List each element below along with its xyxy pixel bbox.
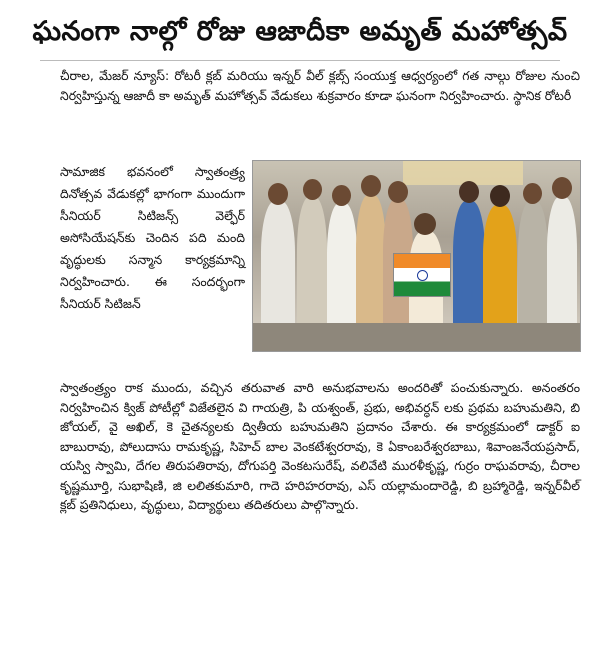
photo-head	[332, 185, 351, 206]
column-text: సామాజిక భవనంలో స్వాతంత్ర్య దినోత్సవ వేడుకల్లో భాగంగా ముందుగా సీనియర్ సిటిజన్స్ వెల్ఫేర్ అసోసియేషన్‌కు చెందిన పది మంది వృద్ధులకు సన్మాన కార్యక్రమాన్ని నిర్వహించారు. ఈ సందర్భంగా సీనియర్ సిటిజన్	[60, 164, 245, 311]
photo-person	[518, 201, 548, 329]
photo-head	[523, 183, 542, 204]
photo-head	[361, 175, 381, 197]
photo-person	[356, 195, 386, 329]
body-paragraph	[60, 378, 580, 515]
photo-head	[268, 183, 288, 205]
national-flag	[393, 253, 451, 297]
photo-head	[459, 181, 479, 203]
headline-divider	[40, 60, 560, 61]
photo-head	[490, 185, 510, 207]
photo-head	[414, 213, 436, 235]
photo-person	[297, 197, 327, 329]
left-column	[60, 161, 245, 315]
photo-person	[547, 197, 577, 329]
photo-person	[261, 201, 295, 329]
lead-text: చీరాల, మేజర్ న్యూస్: రోటరీ క్లబ్ మరియు ఇన్నర్ వీల్ క్లబ్స్ సంయుక్త ఆధ్వర్యంలో గత నాల్గు రోజుల నుంచి నిర్వహిస్తున్న ఆజాదీ కా అమృత్ మహోత్సవ్ వేడుకలు శుక్రవారం కూడా ఘనంగా నిర్వహించారు. స్థానిక రోటరీ	[60, 68, 580, 103]
body-text: స్వాతంత్ర్యం రాక ముందు, వచ్చిన తరువాత వారి అనుభవాలను అందరితో పంచుకున్నారు. అనంతరం నిర్వహించిన క్విజ్ పోటీల్లో విజేతలైన వి గాయత్రి, పి యశ్వంత్, ప్రభు, అభివర్ధన్ లకు ప్రథమ బహుమతిని, బి జోయల్, వై అఖిల్, కె చైతన్యలకు ద్వితీయ బహుమతిని ప్రదానం చేశారు. ఈ కార్యక్రమంలో డాక్టర్ ఐ బాబురావు, పోలుదాసు రామకృష్ణ, సిహెచ్ బాల వెంకటేశ్వరరావు, కె ఏకాంబరేశ్వరబాబు, శివాంజనేయప్రసాద్, యస్వి స్వామి, దేగల తిరుపతిరావు, దోగుపర్తి వెంకటసురేష్, వలివేటి మురళీకృష్ణ, గుర్రం రాఘవరావు, చీరాల కృష్ణమూర్తి, సుభాషిణి, జి లలితకుమారి, గాదె హరిహరరావు, ఎస్ యల్లామందారెడ్డి, బి బ్రహ్మారెడ్డి, ఇన్నర్‌వీల్ క్లబ్ ప్రతినిధులు, వృద్ధులు, విద్యార్థులు తదితరులు పాల్గొన్నారు.	[60, 380, 580, 512]
lead-paragraph	[60, 66, 580, 105]
photo-person	[453, 201, 485, 329]
photo-person	[327, 203, 357, 329]
headline: ఘనంగా నాల్గో రోజు ఆజాదీకా అమృత్ మహోత్సవ్	[32, 16, 568, 47]
news-photo	[252, 160, 581, 352]
photo-head	[552, 177, 572, 199]
photo-person	[483, 205, 517, 329]
photo-banner	[403, 161, 523, 185]
photo-head	[303, 179, 322, 200]
photo-head	[388, 181, 408, 203]
photo-floor	[253, 323, 580, 351]
